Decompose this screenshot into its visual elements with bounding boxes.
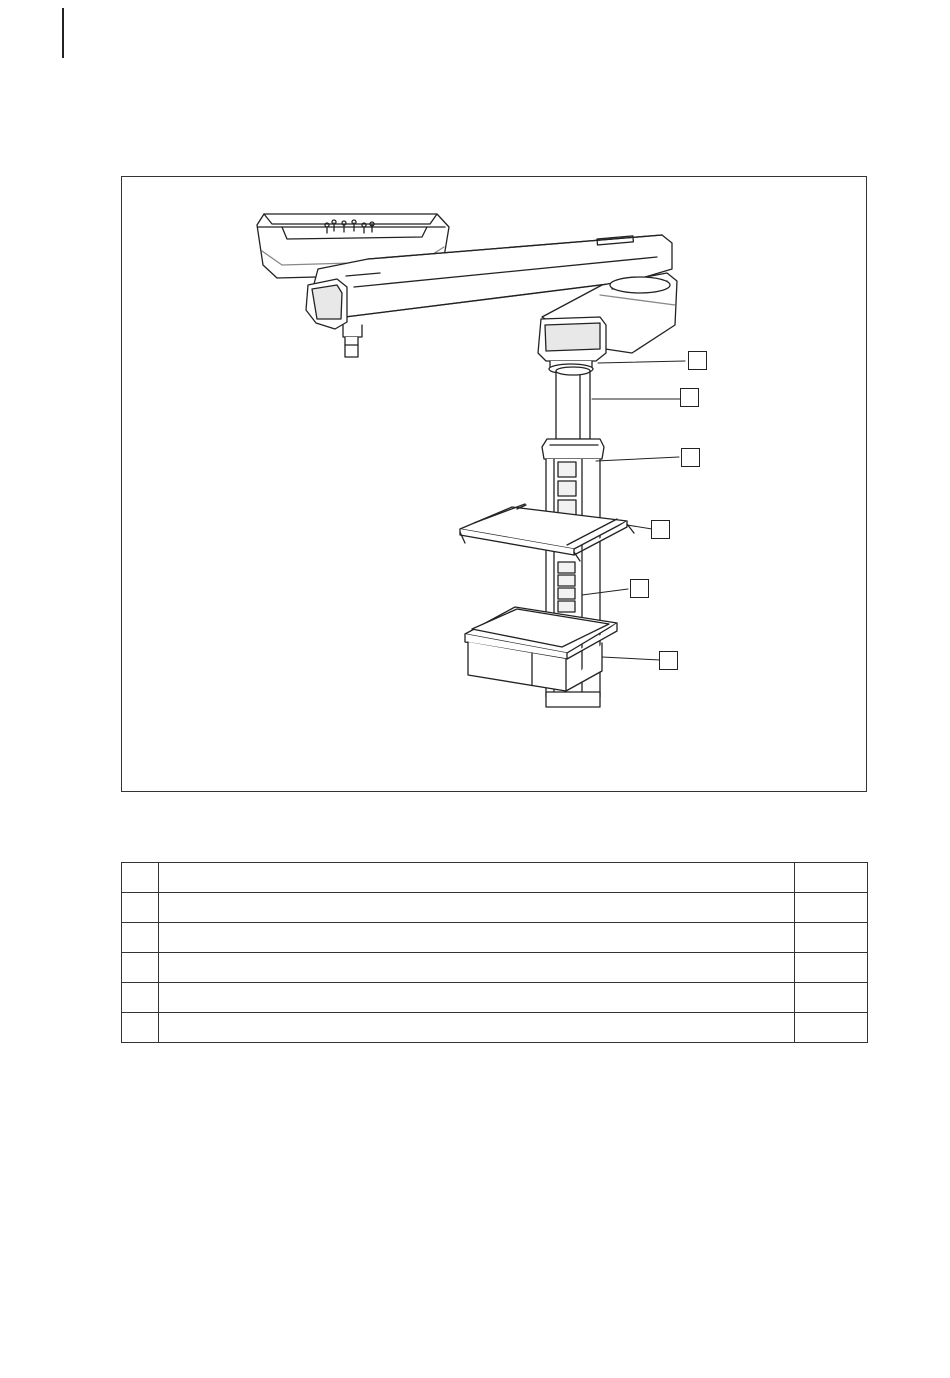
item-reference — [795, 1013, 868, 1043]
item-reference — [795, 923, 868, 953]
legend-table — [121, 862, 868, 1043]
item-description — [159, 863, 795, 893]
item-reference — [795, 953, 868, 983]
callout-box — [659, 651, 678, 670]
item-reference — [795, 863, 868, 893]
ceiling-supply-unit-illustration — [122, 177, 868, 793]
page-margin-marker — [62, 8, 64, 58]
upper-column — [556, 367, 590, 439]
callout-box — [651, 520, 670, 539]
item-description — [159, 983, 795, 1013]
item-number — [122, 863, 159, 893]
item-number — [122, 923, 159, 953]
item-number — [122, 983, 159, 1013]
item-description — [159, 893, 795, 923]
table-row — [122, 863, 868, 893]
item-reference — [795, 893, 868, 923]
callout-box — [681, 448, 700, 467]
item-description — [159, 923, 795, 953]
item-description — [159, 1013, 795, 1043]
table-row — [122, 893, 868, 923]
figure-frame — [121, 176, 867, 792]
item-number — [122, 1013, 159, 1043]
table-row — [122, 983, 868, 1013]
item-number — [122, 893, 159, 923]
table-row — [122, 1013, 868, 1043]
item-description — [159, 953, 795, 983]
callout-box — [630, 579, 649, 598]
item-number — [122, 953, 159, 983]
column-head — [538, 317, 606, 374]
callout-box — [680, 388, 699, 407]
column-collar — [542, 439, 604, 459]
table-row — [122, 953, 868, 983]
item-reference — [795, 983, 868, 1013]
callout-box — [688, 351, 707, 370]
table-row — [122, 923, 868, 953]
